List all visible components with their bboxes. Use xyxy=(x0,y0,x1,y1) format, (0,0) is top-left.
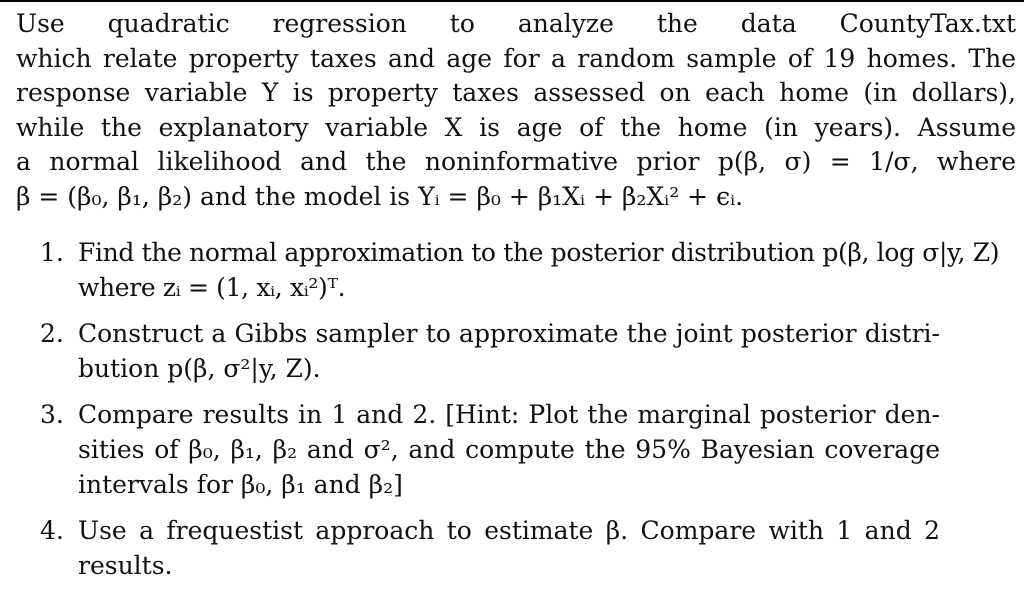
intro-line: a normal likelihood and the noninformative prior p(β, σ) = 1/σ, where xyxy=(16,147,1016,177)
task-line: where zᵢ = (1, xᵢ, xᵢ²)ᵀ. xyxy=(78,272,346,302)
intro-line: response variable Y is property taxes assessed on each home (in dollars), xyxy=(16,78,1016,108)
task-line: intervals for β₀, β₁ and β₂] xyxy=(78,469,403,499)
intro-line: while the explanatory variable X is age of the home (in years). Assume xyxy=(16,112,1016,142)
task-number: 2. xyxy=(40,319,64,349)
task-number: 1. xyxy=(40,238,64,267)
task-line: Compare results in 1 and 2. [Hint: Plot the marginal posterior den- xyxy=(78,400,940,430)
task-number: 3. xyxy=(40,400,64,430)
task-line: Find the normal approximation to the posterior distribution p(β, log σ|y, Z) xyxy=(78,238,1000,267)
task-line: Use a frequestist approach to estimate β. Compare with 1 and 2 xyxy=(78,516,940,546)
intro-line: β = (β₀, β₁, β₂) and the model is Yᵢ = β₀ + β₁Xᵢ + β₂Xᵢ² + ϵᵢ. xyxy=(16,181,744,211)
task-line: Construct a Gibbs sampler to approximate the joint posterior distri- xyxy=(78,319,940,349)
task-item xyxy=(40,398,940,502)
task-list xyxy=(40,236,1000,595)
task-line: sities of β₀, β₁, β₂ and σ², and compute the 95% Bayesian coverage xyxy=(78,434,940,464)
task-line: results. xyxy=(78,550,173,580)
problem-intro xyxy=(16,7,1016,215)
task-line: bution p(β, σ²|y, Z). xyxy=(78,353,321,383)
task-item xyxy=(40,317,940,386)
task-item xyxy=(40,236,1000,305)
task-number: 4. xyxy=(40,516,64,546)
task-item xyxy=(40,514,940,583)
intro-line: Use quadratic regression to analyze the data CountyTax.txt xyxy=(16,9,1016,38)
intro-line: which relate property taxes and age for a random sample of 19 homes. The xyxy=(16,43,1016,73)
